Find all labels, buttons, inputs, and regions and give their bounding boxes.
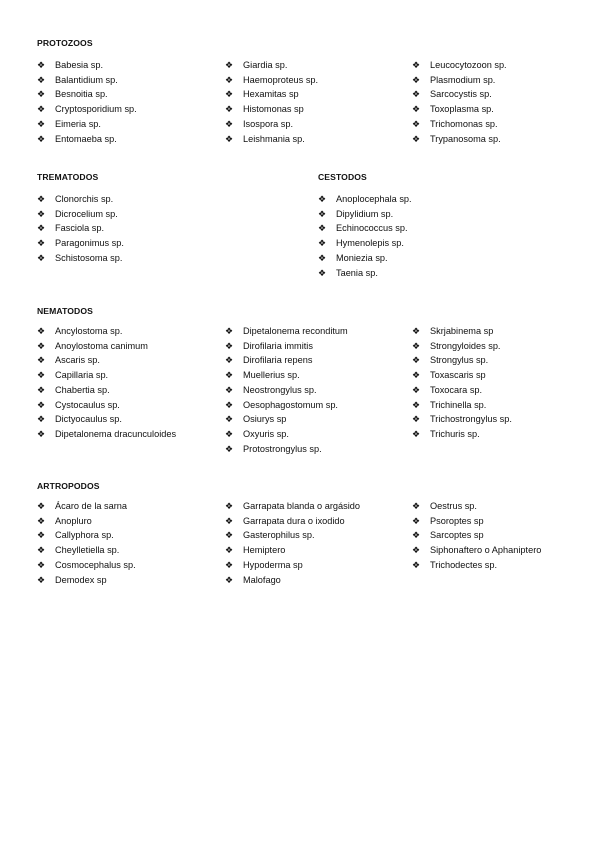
list-protozoos-col2 — [225, 58, 318, 146]
list-item-text: Toxoplasma sp. — [430, 104, 494, 115]
bullet-icon: ❖ — [37, 515, 46, 526]
list-item-text: Cystocaulus sp. — [55, 399, 120, 410]
bullet-icon: ❖ — [225, 530, 234, 541]
list-item-text: Paragonimus sp. — [55, 238, 124, 249]
list-item-text: Garrapata dura o ixodido — [243, 515, 345, 526]
list-item — [37, 412, 177, 427]
bullet-icon: ❖ — [412, 104, 421, 115]
list-item-text: Plasmodium sp. — [430, 74, 496, 85]
bullet-icon: ❖ — [37, 559, 46, 570]
bullet-icon: ❖ — [225, 340, 234, 351]
list-item — [37, 339, 177, 354]
list-item — [37, 251, 124, 266]
list-item — [37, 132, 137, 147]
list-item — [318, 251, 412, 266]
list-item — [37, 58, 137, 73]
list-item — [412, 368, 512, 383]
list-item-text: Leucocytozoon sp. — [430, 60, 507, 70]
list-item — [37, 117, 137, 132]
list-item-text: Eimeria sp. — [55, 118, 101, 129]
list-item-text: Dictyocaulus sp. — [55, 414, 122, 425]
list-item — [225, 353, 348, 368]
list-item — [37, 73, 137, 88]
list-item-text: Anopluro — [55, 515, 92, 526]
bullet-icon: ❖ — [412, 326, 421, 336]
bullet-icon: ❖ — [412, 530, 421, 541]
bullet-icon: ❖ — [412, 60, 421, 70]
list-item — [318, 207, 412, 222]
list-item-text: Fasciola sp. — [55, 223, 105, 234]
bullet-icon: ❖ — [225, 559, 234, 570]
list-item — [225, 573, 360, 588]
bullet-icon: ❖ — [225, 545, 234, 556]
bullet-icon: ❖ — [225, 74, 234, 85]
list-item — [225, 499, 360, 514]
list-item — [37, 543, 136, 558]
bullet-icon: ❖ — [412, 428, 421, 439]
list-item-text: Toxocara sp. — [430, 384, 483, 395]
list-item-text: Hypoderma sp — [243, 559, 303, 570]
list-item-text: Babesia sp. — [55, 60, 104, 70]
list-item-text: Oestrus sp. — [430, 501, 477, 511]
bullet-icon: ❖ — [412, 384, 421, 395]
list-item — [37, 383, 177, 398]
bullet-icon: ❖ — [412, 545, 421, 556]
list-item-text: Trichuris sp. — [430, 428, 480, 439]
bullet-icon: ❖ — [318, 238, 327, 249]
bullet-icon: ❖ — [412, 118, 421, 129]
list-item — [225, 58, 318, 73]
list-item-text: Ácaro de la sarna — [55, 501, 128, 511]
list-item — [37, 87, 137, 102]
list-item-text: Hymenolepis sp. — [336, 238, 404, 249]
list-item — [225, 427, 348, 442]
list-item — [412, 499, 541, 514]
section-artropodos — [37, 481, 577, 591]
list-item-text: Protostrongylus sp. — [243, 443, 322, 454]
list-item — [225, 73, 318, 88]
list-item — [37, 499, 136, 514]
list-item — [225, 383, 348, 398]
list-item — [412, 102, 507, 117]
list-nematodos-col2 — [225, 324, 348, 456]
bullet-icon: ❖ — [37, 340, 46, 351]
list-item — [225, 87, 318, 102]
list-item — [412, 117, 507, 132]
list-item — [412, 339, 512, 354]
list-item-text: Trichinella sp. — [430, 399, 487, 410]
bullet-icon: ❖ — [37, 223, 46, 234]
list-item — [37, 573, 136, 588]
bullet-icon: ❖ — [225, 414, 234, 425]
list-item — [412, 87, 507, 102]
list-item — [412, 558, 541, 573]
list-item-text: Dirofilaria repens — [243, 355, 313, 366]
bullet-icon: ❖ — [318, 194, 327, 204]
list-item-text: Neostrongylus sp. — [243, 384, 317, 395]
bullet-icon: ❖ — [37, 399, 46, 410]
bullet-icon: ❖ — [225, 370, 234, 381]
bullet-icon: ❖ — [412, 501, 421, 511]
list-item-text: Cosmocephalus sp. — [55, 559, 136, 570]
list-item-text: Taenia sp. — [336, 267, 378, 278]
list-item-text: Histomonas sp — [243, 104, 304, 115]
list-item — [37, 324, 177, 339]
list-item — [37, 368, 177, 383]
list-protozoos-col3 — [412, 58, 507, 146]
list-item-text: Oxyuris sp. — [243, 428, 289, 439]
list-item-text: Schistosoma sp. — [55, 252, 123, 263]
list-item-text: Malofago — [243, 574, 281, 585]
list-item — [225, 339, 348, 354]
list-item-text: Trypanosoma sp. — [430, 133, 501, 144]
list-item-text: Trichodectes sp. — [430, 559, 498, 570]
list-item-text: Gasterophilus sp. — [243, 530, 315, 541]
list-item-text: Toxascaris sp — [430, 370, 486, 381]
bullet-icon: ❖ — [225, 355, 234, 366]
list-item — [412, 73, 507, 88]
bullet-icon: ❖ — [225, 443, 234, 454]
list-item — [37, 353, 177, 368]
list-item — [37, 207, 124, 222]
list-item-text: Oesophagostomum sp. — [243, 399, 338, 410]
bullet-icon: ❖ — [412, 340, 421, 351]
bullet-icon: ❖ — [318, 223, 327, 234]
list-item — [412, 353, 512, 368]
bullet-icon: ❖ — [412, 133, 421, 144]
list-item-text: Ancylostoma sp. — [55, 326, 123, 336]
bullet-icon: ❖ — [37, 208, 46, 219]
list-item — [225, 442, 348, 457]
section-cestodos — [318, 172, 568, 282]
heading-cestodos: CESTODOS — [318, 172, 367, 182]
bullet-icon: ❖ — [225, 384, 234, 395]
list-trematodos — [37, 192, 124, 266]
list-item-text: Giardia sp. — [243, 60, 288, 70]
list-item-text: Isospora sp. — [243, 118, 294, 129]
bullet-icon: ❖ — [37, 74, 46, 85]
list-item-text: Entomaeba sp. — [55, 133, 117, 144]
section-trematodos — [37, 172, 287, 272]
list-item — [412, 324, 512, 339]
bullet-icon: ❖ — [37, 89, 46, 100]
section-protozoos — [37, 38, 577, 150]
bullet-icon: ❖ — [318, 267, 327, 278]
list-item-text: Balantidium sp. — [55, 74, 118, 85]
list-item — [37, 221, 124, 236]
list-nematodos-col1 — [37, 324, 177, 442]
list-item — [225, 528, 360, 543]
bullet-icon: ❖ — [225, 428, 234, 439]
list-item — [37, 192, 124, 207]
list-item — [225, 514, 360, 529]
bullet-icon: ❖ — [225, 501, 234, 511]
list-item-text: Trichostrongylus sp. — [430, 414, 512, 425]
list-item — [225, 558, 360, 573]
bullet-icon: ❖ — [412, 399, 421, 410]
bullet-icon: ❖ — [225, 60, 234, 70]
heading-artropodos: ARTROPODOS — [37, 481, 100, 491]
list-item-text: Clonorchis sp. — [55, 194, 114, 204]
list-item — [412, 543, 541, 558]
list-item — [225, 543, 360, 558]
bullet-icon: ❖ — [37, 104, 46, 115]
list-item — [225, 117, 318, 132]
list-item — [318, 192, 412, 207]
list-item — [412, 383, 512, 398]
list-item-text: Osiurys sp — [243, 414, 287, 425]
bullet-icon: ❖ — [318, 252, 327, 263]
bullet-icon: ❖ — [37, 326, 46, 336]
list-item-text: Callyphora sp. — [55, 530, 114, 541]
list-item-text: Dicrocelium sp. — [55, 208, 118, 219]
bullet-icon: ❖ — [37, 355, 46, 366]
list-item-text: Ascaris sp. — [55, 355, 100, 366]
bullet-icon: ❖ — [412, 559, 421, 570]
list-item — [412, 58, 507, 73]
list-item-text: Hemiptero — [243, 545, 286, 556]
list-item — [412, 132, 507, 147]
list-item — [225, 132, 318, 147]
list-item-text: Siphonaftero o Aphaniptero — [430, 545, 542, 556]
list-item-text: Skrjabinema sp — [430, 326, 494, 336]
bullet-icon: ❖ — [37, 194, 46, 204]
heading-trematodos: TREMATODOS — [37, 172, 99, 182]
list-protozoos-col1 — [37, 58, 137, 146]
bullet-icon: ❖ — [412, 74, 421, 85]
list-item — [318, 236, 412, 251]
bullet-icon: ❖ — [225, 89, 234, 100]
list-item-text: Hexamitas sp — [243, 89, 299, 100]
bullet-icon: ❖ — [225, 326, 234, 336]
bullet-icon: ❖ — [225, 118, 234, 129]
list-item-text: Demodex sp — [55, 574, 107, 585]
list-artropodos-col2 — [225, 499, 360, 587]
bullet-icon: ❖ — [37, 545, 46, 556]
bullet-icon: ❖ — [37, 133, 46, 144]
bullet-icon: ❖ — [225, 515, 234, 526]
list-item-text: Trichomonas sp. — [430, 118, 498, 129]
heading-protozoos: PROTOZOOS — [37, 38, 93, 48]
section-nematodos — [37, 306, 577, 466]
bullet-icon: ❖ — [225, 574, 234, 585]
list-item — [37, 398, 177, 413]
bullet-icon: ❖ — [37, 428, 46, 439]
list-item — [37, 427, 177, 442]
list-item-text: Cryptosporidium sp. — [55, 104, 137, 115]
list-item-text: Besnoitia sp. — [55, 89, 108, 100]
bullet-icon: ❖ — [225, 133, 234, 144]
bullet-icon: ❖ — [37, 384, 46, 395]
bullet-icon: ❖ — [37, 574, 46, 585]
bullet-icon: ❖ — [412, 515, 421, 526]
list-item-text: Anoplocephala sp. — [336, 194, 412, 204]
list-item — [37, 102, 137, 117]
bullet-icon: ❖ — [412, 370, 421, 381]
list-item — [412, 398, 512, 413]
list-item-text: Echinococcus sp. — [336, 223, 408, 234]
list-item — [37, 514, 136, 529]
list-cestodos — [318, 192, 412, 280]
list-item — [225, 102, 318, 117]
list-item-text: Dipetalonema reconditum — [243, 326, 348, 336]
list-item — [37, 528, 136, 543]
bullet-icon: ❖ — [37, 414, 46, 425]
list-item-text: Dirofilaria immitis — [243, 340, 313, 351]
list-item-text: Sarcocystis sp. — [430, 89, 492, 100]
bullet-icon: ❖ — [412, 355, 421, 366]
list-item-text: Psoroptes sp — [430, 515, 484, 526]
list-item — [37, 558, 136, 573]
list-item — [412, 427, 512, 442]
list-item — [37, 236, 124, 251]
list-nematodos-col3 — [412, 324, 512, 442]
list-item-text: Strongyloides sp. — [430, 340, 501, 351]
bullet-icon: ❖ — [412, 414, 421, 425]
bullet-icon: ❖ — [225, 104, 234, 115]
list-item-text: Cheylletiella sp. — [55, 545, 120, 556]
list-item-text: Dipylidium sp. — [336, 208, 394, 219]
bullet-icon: ❖ — [37, 501, 46, 511]
bullet-icon: ❖ — [37, 118, 46, 129]
bullet-icon: ❖ — [37, 252, 46, 263]
list-item — [225, 398, 348, 413]
list-item-text: Strongylus sp. — [430, 355, 489, 366]
list-item-text: Muellerius sp. — [243, 370, 300, 381]
list-item-text: Leishmania sp. — [243, 133, 305, 144]
list-item-text: Chabertia sp. — [55, 384, 110, 395]
list-item — [412, 528, 541, 543]
list-item-text: Haemoproteus sp. — [243, 74, 319, 85]
list-item — [225, 412, 348, 427]
list-item-text: Moniezia sp. — [336, 252, 388, 263]
bullet-icon: ❖ — [225, 399, 234, 410]
list-artropodos-col1 — [37, 499, 136, 587]
bullet-icon: ❖ — [412, 89, 421, 100]
bullet-icon: ❖ — [37, 530, 46, 541]
list-item-text: Garrapata blanda o argásido — [243, 501, 360, 511]
bullet-icon: ❖ — [318, 208, 327, 219]
list-item — [225, 324, 348, 339]
list-item-text: Anoylostoma canimum — [55, 340, 148, 351]
list-item-text: Sarcoptes sp — [430, 530, 484, 541]
list-item — [412, 514, 541, 529]
list-artropodos-col3 — [412, 499, 541, 573]
bullet-icon: ❖ — [37, 238, 46, 249]
list-item — [225, 368, 348, 383]
bullet-icon: ❖ — [37, 60, 46, 70]
list-item-text: Dipetalonema dracunculoides — [55, 428, 177, 439]
list-item — [318, 266, 412, 281]
list-item — [318, 221, 412, 236]
heading-nematodos: NEMATODOS — [37, 306, 93, 316]
bullet-icon: ❖ — [37, 370, 46, 381]
list-item-text: Capillaria sp. — [55, 370, 109, 381]
list-item — [412, 412, 512, 427]
